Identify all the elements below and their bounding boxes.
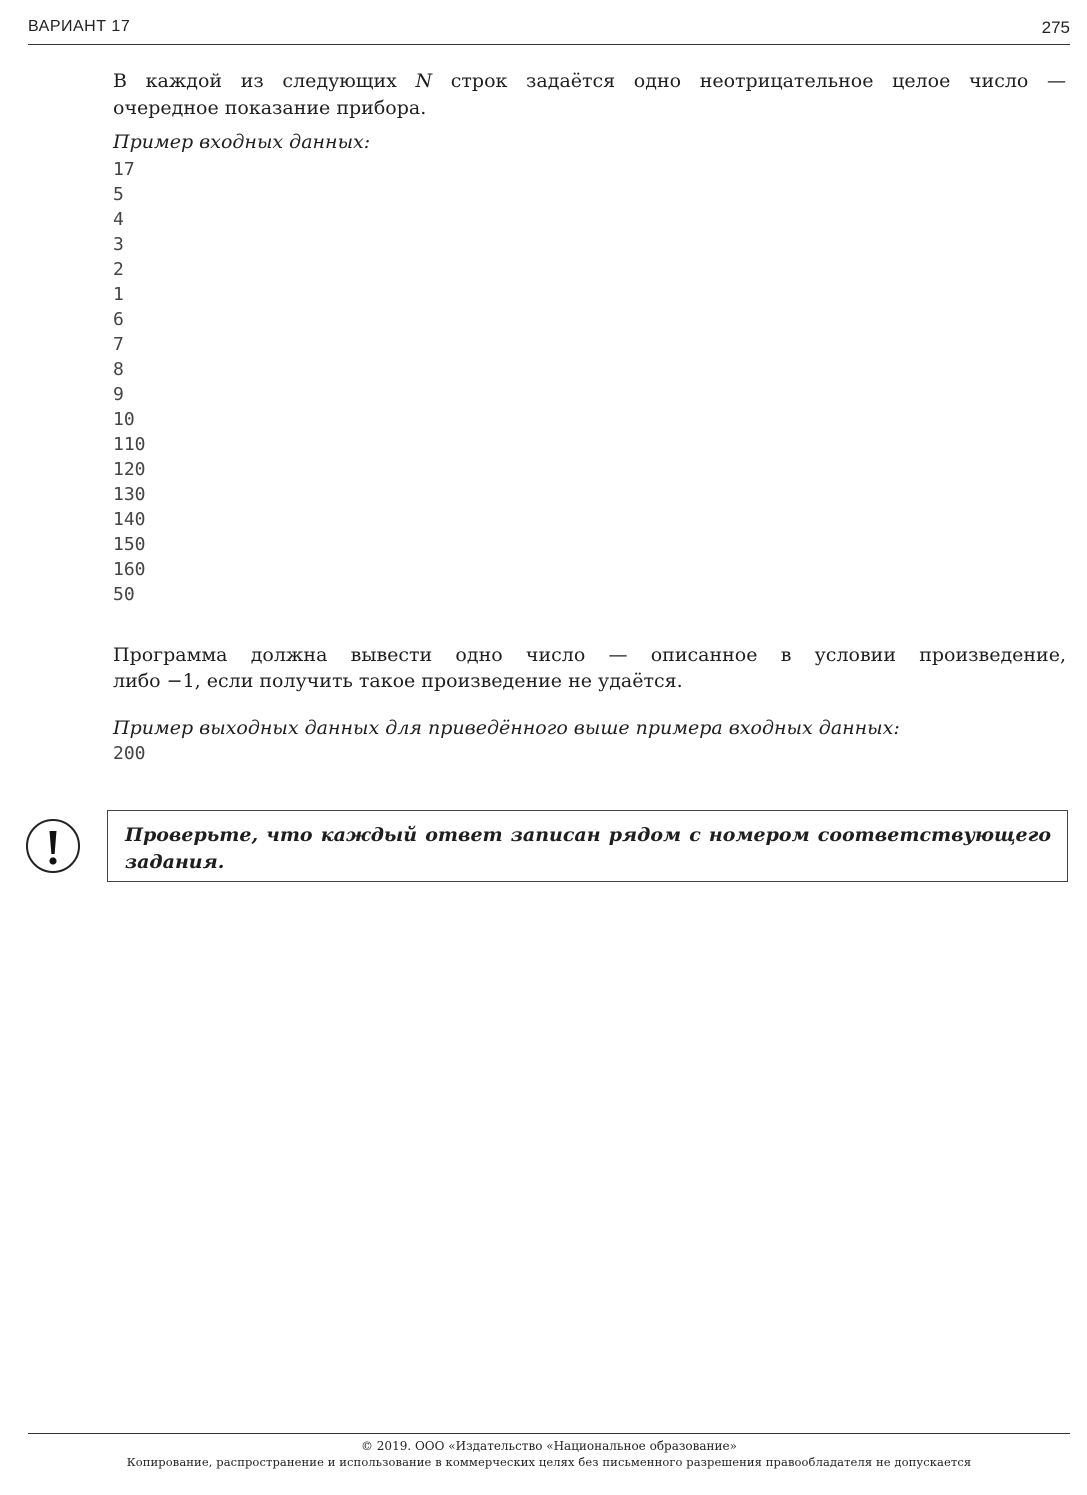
notice-text — [125, 822, 1051, 876]
notice-line-1: Проверьте, что каждый ответ записан рядом с номером соответствующего — [125, 824, 1051, 846]
input-value: 110 — [113, 434, 146, 455]
intro-text-after: строк задаётся одно неотрицательное целое число — — [432, 70, 1066, 92]
intro-line-2: очередное показание прибора. — [113, 97, 427, 119]
input-value: 9 — [113, 384, 124, 405]
input-example-list — [113, 157, 146, 607]
input-value: 130 — [113, 484, 146, 505]
intro-paragraph — [113, 68, 1066, 122]
exclamation-icon — [25, 818, 81, 874]
input-value: 1 — [113, 284, 124, 305]
input-value: 5 — [113, 184, 124, 205]
header-divider — [28, 44, 1070, 45]
input-example-heading: Пример входных данных: — [113, 131, 371, 153]
program-line-1: Программа должна вывести одно число — описанное в условии произведение, — [113, 644, 1066, 666]
input-value: 3 — [113, 234, 124, 255]
input-value: 2 — [113, 259, 124, 280]
intro-variable-n: N — [415, 70, 433, 92]
page-number: 275 — [1041, 18, 1070, 37]
input-value: 10 — [113, 409, 135, 430]
program-line-2: либо −1, если получить такое произведение не удаётся. — [113, 670, 683, 692]
output-example-heading: Пример выходных данных для приведённого выше примера входных данных: — [113, 717, 900, 739]
footer-rights-notice: Копирование, распространение и использование в коммерческих целях без письменного разрешения правообладателя не допускается — [126, 1455, 972, 1469]
input-value: 150 — [113, 534, 146, 555]
input-value: 4 — [113, 209, 124, 230]
program-paragraph — [113, 642, 1066, 694]
page-header — [28, 18, 1070, 40]
intro-line-1 — [113, 68, 1066, 95]
input-value: 8 — [113, 359, 124, 380]
input-value: 50 — [113, 584, 135, 605]
input-value: 6 — [113, 309, 124, 330]
footer-copyright: © 2019. ООО «Издательство «Национальное образование» — [360, 1439, 737, 1453]
variant-label: ВАРИАНТ 17 — [28, 18, 131, 35]
input-value: 160 — [113, 559, 146, 580]
input-value: 120 — [113, 459, 146, 480]
input-value: 17 — [113, 159, 135, 180]
output-example-value: 200 — [113, 743, 146, 764]
input-value: 7 — [113, 334, 124, 355]
input-value: 140 — [113, 509, 146, 530]
intro-text-before: В каждой из следующих — [113, 70, 416, 92]
footer-divider — [28, 1433, 1070, 1434]
notice-line-2: задания. — [125, 851, 225, 873]
notice-box — [107, 810, 1068, 882]
